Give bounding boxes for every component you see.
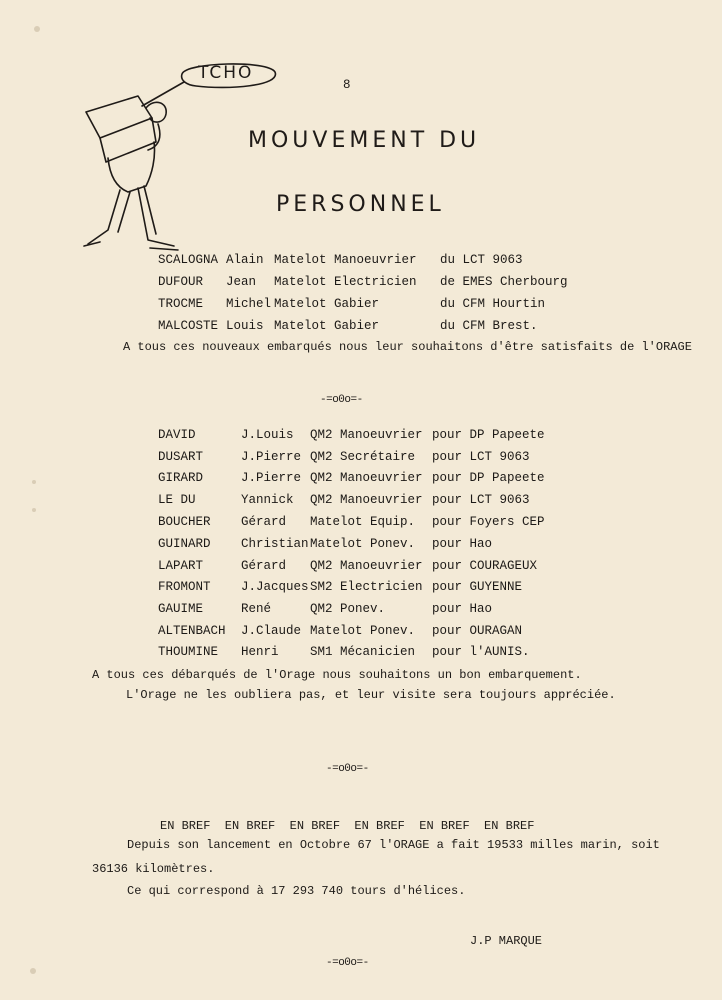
destination: de EMES Cherbourg: [440, 275, 568, 289]
role: QM2 Manoeuvrier: [310, 428, 423, 442]
role: QM2 Manoeuvrier: [310, 471, 423, 485]
separator: -=o0o=-: [326, 957, 369, 969]
arrivals-note: A tous ces nouveaux embarqués nous leur souhaitons d'être satisfaits de l'ORAGE: [123, 340, 692, 354]
surname: DUSART: [158, 450, 204, 464]
destination: pour LCT 9063: [432, 493, 530, 507]
punch-hole: [32, 508, 36, 512]
role: SM1 Mécanicien: [310, 645, 416, 659]
departures-note-2: L'Orage ne les oubliera pas, et leur visite sera toujours appréciée.: [126, 688, 616, 702]
role: Matelot Gabier: [274, 297, 380, 311]
surname: LAPART: [158, 559, 204, 573]
list-item: [158, 580, 523, 598]
signature: J.P MARQUE: [470, 934, 543, 948]
surname: ALTENBACH: [158, 624, 226, 638]
bref-line-1: Depuis son lancement en Octobre 67 l'ORAGE a fait 19533 milles marin, soit: [127, 838, 660, 852]
page-number: 8: [343, 78, 351, 92]
surname: TROCME: [158, 297, 204, 311]
doodle-illustration: [78, 58, 288, 258]
surname: FROMONT: [158, 580, 211, 594]
role: Matelot Manoeuvrier: [274, 253, 417, 267]
surname: GUINARD: [158, 537, 211, 551]
first-name: J.Claude: [241, 624, 302, 638]
first-name: Gérard: [241, 515, 287, 529]
destination: pour OURAGAN: [432, 624, 523, 638]
destination: du CFM Brest.: [440, 319, 538, 333]
first-name: J.Pierre: [241, 471, 302, 485]
surname: MALCOSTE: [158, 319, 219, 333]
first-name: Louis: [226, 319, 264, 333]
separator: -=o0o=-: [320, 394, 363, 406]
destination: pour l'AUNIS.: [432, 645, 530, 659]
first-name: Gérard: [241, 559, 287, 573]
list-item: [158, 645, 530, 663]
role: Matelot Ponev.: [310, 624, 416, 638]
role: Matelot Ponev.: [310, 537, 416, 551]
first-name: Alain: [226, 253, 264, 267]
bref-line-3: Ce qui correspond à 17 293 740 tours d'hélices.: [127, 884, 466, 898]
first-name: Michel: [226, 297, 272, 311]
list-item: [158, 471, 545, 489]
list-item: [158, 624, 523, 642]
destination: pour Foyers CEP: [432, 515, 545, 529]
list-item: [158, 253, 523, 271]
doodle-caption: TCHO: [198, 63, 254, 83]
destination: pour Hao: [432, 537, 493, 551]
list-item: [158, 559, 538, 577]
list-item: [158, 450, 530, 468]
role: QM2 Secrétaire: [310, 450, 416, 464]
heading-line-2: PERSONNEL: [276, 192, 445, 217]
punch-hole: [30, 968, 36, 974]
role: QM2 Ponev.: [310, 602, 386, 616]
first-name: J.Jacques: [241, 580, 309, 594]
list-item: [158, 275, 568, 293]
destination: pour DP Papeete: [432, 428, 545, 442]
surname: DUFOUR: [158, 275, 204, 289]
surname: LE DU: [158, 493, 196, 507]
first-name: René: [241, 602, 272, 616]
list-item: [158, 537, 493, 555]
list-item: [158, 428, 545, 446]
destination: pour LCT 9063: [432, 450, 530, 464]
departures-note-1: A tous ces débarqués de l'Orage nous souhaitons un bon embarquement.: [92, 668, 582, 682]
bref-line-2: 36136 kilomètres.: [92, 862, 215, 876]
list-item: [158, 297, 546, 315]
destination: pour GUYENNE: [432, 580, 523, 594]
role: Matelot Equip.: [310, 515, 416, 529]
surname: THOUMINE: [158, 645, 219, 659]
punch-hole: [32, 480, 36, 484]
bref-title: EN BREF EN BREF EN BREF EN BREF EN BREF EN BREF: [160, 819, 535, 833]
first-name: Jean: [226, 275, 257, 289]
destination: du LCT 9063: [440, 253, 523, 267]
first-name: J.Louis: [241, 428, 294, 442]
list-item: [158, 493, 530, 511]
list-item: [158, 602, 493, 620]
role: SM2 Electricien: [310, 580, 423, 594]
separator: -=o0o=-: [326, 763, 369, 775]
surname: BOUCHER: [158, 515, 211, 529]
surname: GAUIME: [158, 602, 204, 616]
first-name: Christian: [241, 537, 309, 551]
heading-line-1: MOUVEMENT DU: [248, 128, 481, 153]
role: Matelot Gabier: [274, 319, 380, 333]
role: QM2 Manoeuvrier: [310, 559, 423, 573]
first-name: J.Pierre: [241, 450, 302, 464]
surname: DAVID: [158, 428, 196, 442]
destination: pour DP Papeete: [432, 471, 545, 485]
destination: pour COURAGEUX: [432, 559, 538, 573]
destination: du CFM Hourtin: [440, 297, 546, 311]
role: QM2 Manoeuvrier: [310, 493, 423, 507]
surname: GIRARD: [158, 471, 204, 485]
list-item: [158, 515, 545, 533]
surname: SCALOGNA: [158, 253, 219, 267]
list-item: [158, 319, 538, 337]
destination: pour Hao: [432, 602, 493, 616]
punch-hole: [34, 26, 40, 32]
role: Matelot Electricien: [274, 275, 417, 289]
first-name: Henri: [241, 645, 279, 659]
first-name: Yannick: [241, 493, 294, 507]
